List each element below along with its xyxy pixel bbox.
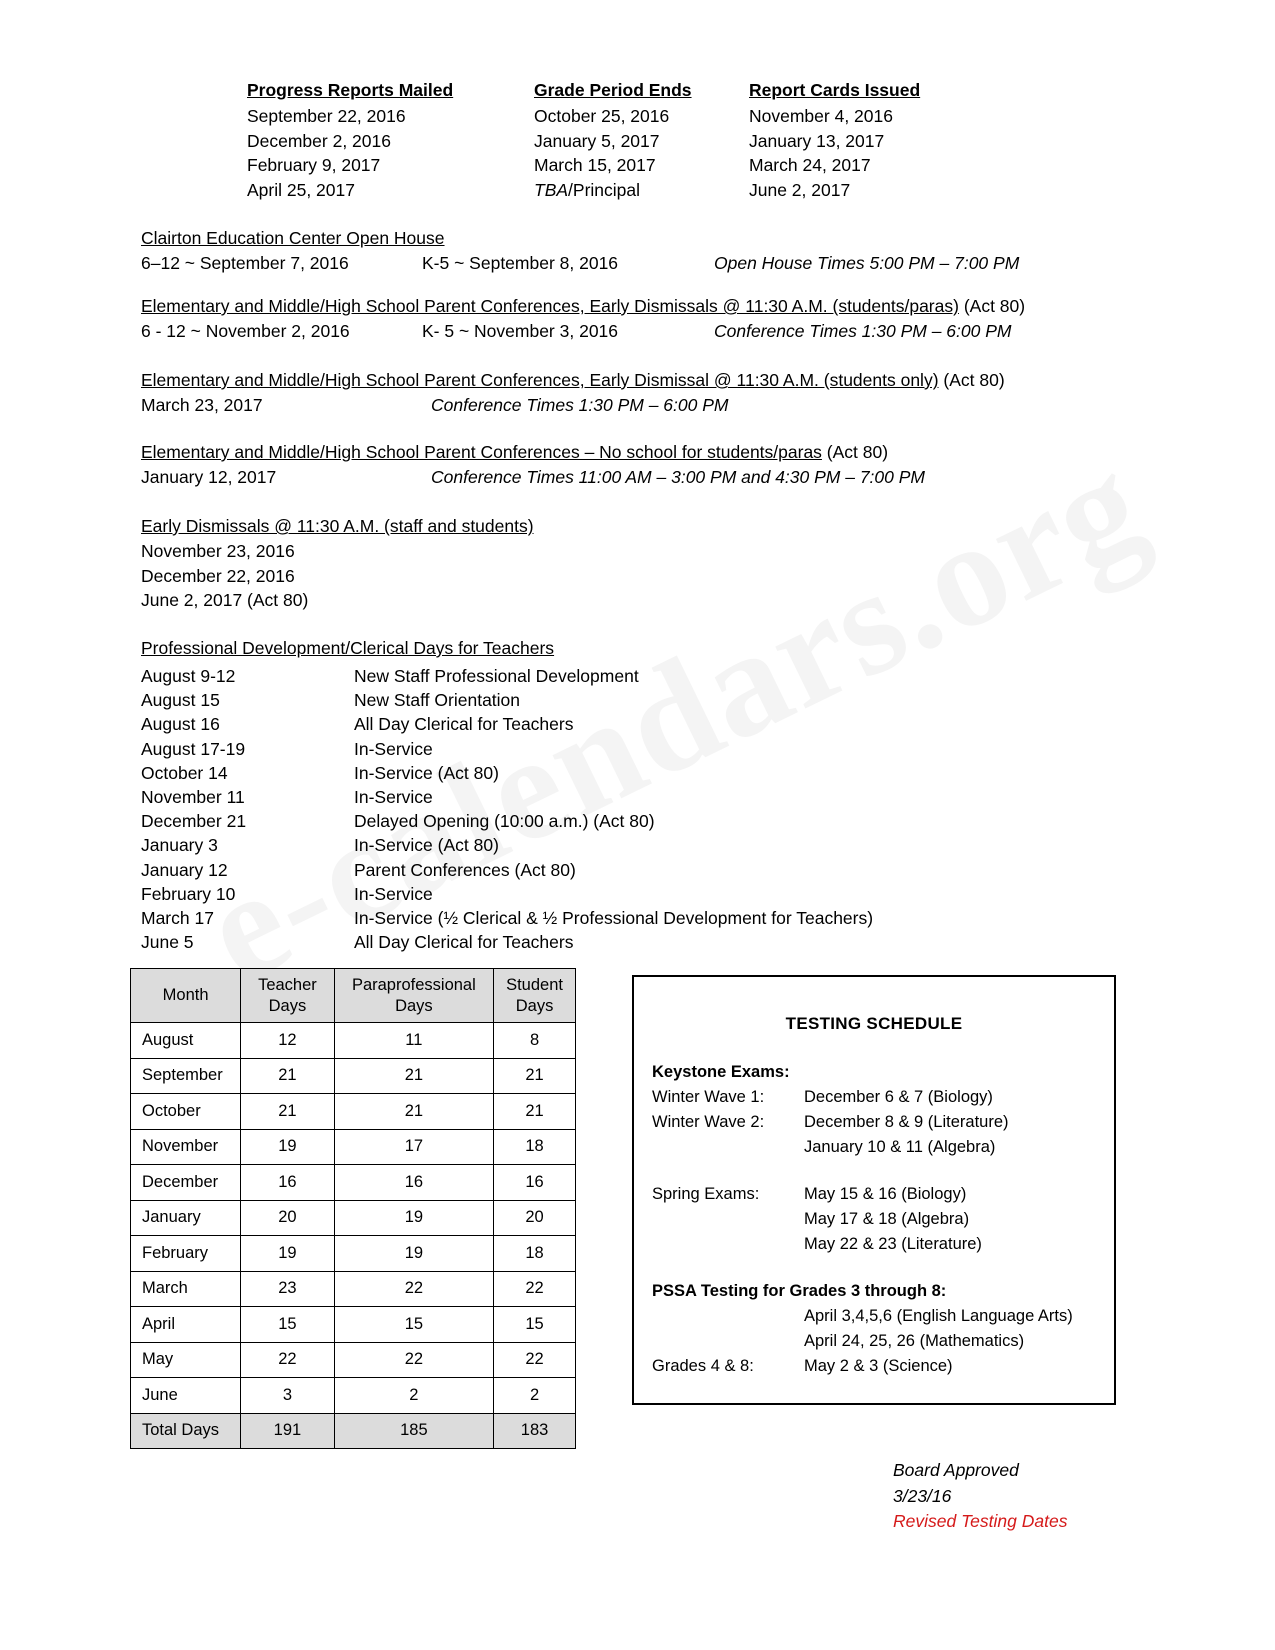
cell-month: May bbox=[131, 1342, 241, 1378]
pd-description: New Staff Professional Development bbox=[354, 666, 639, 686]
grade-period-ends-date: March 15, 2017 bbox=[534, 155, 656, 175]
cell-teacher-days: 19 bbox=[241, 1236, 334, 1272]
pd-list-item bbox=[141, 809, 1141, 833]
professional-development-heading bbox=[141, 636, 1141, 661]
header-paraprofessional-days bbox=[334, 969, 493, 1023]
board-approval-block bbox=[893, 1458, 1067, 1535]
cell-para-days: 2 bbox=[334, 1378, 493, 1414]
parent-conferences-mar-heading-underlined: Elementary and Middle/High School Parent Conferences, Early Dismissal @ 11:30 A.M. (students only) bbox=[141, 370, 939, 390]
cell-student-days: 22 bbox=[494, 1271, 576, 1307]
pd-date: June 5 bbox=[141, 932, 194, 953]
keystone-wave-dates: January 10 & 11 (Algebra) bbox=[804, 1138, 996, 1156]
table-row bbox=[131, 1200, 576, 1236]
pd-list-item bbox=[141, 688, 1141, 712]
keystone-exam-row bbox=[652, 1110, 1114, 1135]
testing-schedule-box bbox=[632, 975, 1116, 1405]
pd-description: Parent Conferences (Act 80) bbox=[354, 859, 576, 880]
cell-month: September bbox=[131, 1058, 241, 1094]
header-para-line1: Paraprofessional bbox=[351, 975, 476, 994]
tba-italic: TBA bbox=[534, 179, 569, 200]
table-row bbox=[131, 1271, 576, 1307]
spring-exam-row bbox=[652, 1182, 1114, 1207]
progress-reports-date: December 2, 2016 bbox=[247, 130, 391, 151]
parent-conferences-mar-row bbox=[141, 393, 1141, 418]
pd-list-item bbox=[141, 882, 1141, 906]
grade-period-ends-date: January 5, 2017 bbox=[534, 130, 660, 151]
report-cards-issued-date: November 4, 2016 bbox=[749, 106, 893, 126]
keystone-exam-row bbox=[652, 1135, 1114, 1160]
header-teacher-line2: Days bbox=[268, 996, 307, 1015]
early-dismissals-section bbox=[141, 514, 1141, 613]
cell-month: January bbox=[131, 1200, 241, 1236]
pssa-testing-row bbox=[652, 1304, 1114, 1329]
open-house-grades-k-5: K-5 ~ September 8, 2016 bbox=[422, 253, 619, 273]
parent-conferences-nov-grades-6-12: 6 - 12 ~ November 2, 2016 bbox=[141, 321, 350, 341]
pd-description: Delayed Opening (10:00 a.m.) (Act 80) bbox=[354, 811, 655, 832]
cell-teacher-days: 21 bbox=[241, 1058, 334, 1094]
table-row bbox=[131, 1023, 576, 1059]
report-cards-issued-heading: Report Cards Issued bbox=[749, 80, 921, 100]
pssa-testing-row bbox=[652, 1354, 1114, 1379]
cell-para-days: 19 bbox=[334, 1236, 493, 1272]
keystone-exam-row bbox=[652, 1085, 1114, 1110]
cell-student-days: 18 bbox=[494, 1236, 576, 1272]
table-row bbox=[131, 1307, 576, 1343]
pd-description: In-Service bbox=[354, 883, 433, 904]
grade-period-ends-column bbox=[534, 80, 749, 202]
parent-conferences-nov-heading bbox=[141, 294, 1141, 319]
progress-reports-date: February 9, 2017 bbox=[247, 155, 381, 175]
table-total-row bbox=[131, 1413, 576, 1449]
cell-para-days: 21 bbox=[334, 1058, 493, 1094]
early-dismissal-date: November 23, 2016 bbox=[141, 541, 295, 561]
cell-month: June bbox=[131, 1378, 241, 1414]
pd-description: All Day Clerical for Teachers bbox=[354, 932, 574, 953]
section-spacer bbox=[652, 1160, 1114, 1182]
table-row bbox=[131, 1165, 576, 1201]
header-para-line2: Days bbox=[395, 996, 433, 1015]
open-house-heading bbox=[141, 226, 1141, 251]
spring-exam-row bbox=[652, 1232, 1114, 1257]
pd-date: August 17-19 bbox=[141, 738, 246, 759]
cell-para-days: 17 bbox=[334, 1129, 493, 1165]
board-approved-date: 3/23/16 bbox=[893, 1485, 952, 1506]
pd-list-item bbox=[141, 761, 1141, 785]
pd-description: In-Service bbox=[354, 738, 433, 759]
pd-date: January 12 bbox=[141, 859, 228, 880]
report-cards-issued-column bbox=[749, 80, 1049, 202]
pd-date: February 10 bbox=[141, 883, 236, 904]
pd-date: October 14 bbox=[141, 762, 228, 783]
testing-schedule-body bbox=[634, 1060, 1114, 1379]
table-row bbox=[131, 1058, 576, 1094]
cell-total-label: Total Days bbox=[131, 1413, 241, 1449]
professional-development-heading-text: Professional Development/Clerical Days for Teachers bbox=[141, 638, 555, 658]
table-header-row bbox=[131, 969, 576, 1023]
parent-conferences-jan-heading-underlined: Elementary and Middle/High School Parent Conferences – No school for students/paras bbox=[141, 442, 822, 462]
pd-description: In-Service (Act 80) bbox=[354, 762, 499, 783]
cell-student-days: 16 bbox=[494, 1165, 576, 1201]
keystone-wave-dates: December 6 & 7 (Biology) bbox=[804, 1088, 993, 1106]
pd-list-item bbox=[141, 664, 1141, 688]
pssa-dates: April 24, 25, 26 (Mathematics) bbox=[804, 1332, 1025, 1350]
parent-conferences-jan-date: January 12, 2017 bbox=[141, 467, 277, 487]
cell-student-days: 15 bbox=[494, 1307, 576, 1343]
cell-para-days: 15 bbox=[334, 1307, 493, 1343]
parent-conferences-jan-heading-tail: (Act 80) bbox=[821, 442, 889, 462]
pd-description: In-Service (½ Clerical & ½ Professional Development for Teachers) bbox=[354, 907, 874, 928]
report-cards-issued-date: January 13, 2017 bbox=[749, 130, 885, 151]
cell-para-days: 16 bbox=[334, 1165, 493, 1201]
keystone-wave-label: Winter Wave 1: bbox=[652, 1088, 765, 1106]
cell-teacher-days: 12 bbox=[241, 1023, 334, 1059]
report-cards-issued-date: March 24, 2017 bbox=[749, 155, 871, 175]
parent-conferences-jan-heading bbox=[141, 440, 1141, 465]
parent-conferences-mar-section bbox=[141, 368, 1141, 418]
pssa-testing-heading: PSSA Testing for Grades 3 through 8: bbox=[652, 1282, 947, 1300]
cell-total-teacher-days: 191 bbox=[241, 1413, 334, 1449]
cell-month: November bbox=[131, 1129, 241, 1165]
open-house-heading-text: Clairton Education Center Open House bbox=[141, 228, 445, 248]
pd-description: All Day Clerical for Teachers bbox=[354, 714, 574, 735]
pd-date: November 11 bbox=[141, 786, 245, 807]
cell-month: August bbox=[131, 1023, 241, 1059]
parent-conferences-nov-grades-k-5: K- 5 ~ November 3, 2016 bbox=[422, 321, 619, 341]
open-house-row bbox=[141, 251, 1141, 276]
cell-total-para-days: 185 bbox=[334, 1413, 493, 1449]
grade-period-ends-date-tba: TBA/Principal bbox=[534, 179, 641, 200]
parent-conferences-mar-heading bbox=[141, 368, 1141, 393]
spring-exam-dates: May 22 & 23 (Literature) bbox=[804, 1235, 982, 1253]
spring-exams-label: Spring Exams: bbox=[652, 1185, 760, 1203]
cell-student-days: 18 bbox=[494, 1129, 576, 1165]
grade-period-ends-date: October 25, 2016 bbox=[534, 106, 670, 126]
parent-conferences-nov-section bbox=[141, 294, 1141, 344]
pd-date: August 15 bbox=[141, 690, 220, 711]
section-spacer bbox=[652, 1257, 1114, 1279]
cell-student-days: 20 bbox=[494, 1200, 576, 1236]
grading-periods-block bbox=[247, 80, 1067, 202]
parent-conferences-nov-row bbox=[141, 319, 1141, 344]
cell-month: March bbox=[131, 1271, 241, 1307]
open-house-times: Open House Times 5:00 PM – 7:00 PM bbox=[714, 253, 1020, 273]
pssa-grades-4-8-dates: May 2 & 3 (Science) bbox=[804, 1357, 953, 1375]
pssa-grades-4-8-label: Grades 4 & 8: bbox=[652, 1357, 754, 1375]
days-table-header bbox=[131, 969, 576, 1023]
grade-period-ends-heading: Grade Period Ends bbox=[534, 80, 692, 100]
pd-date: January 3 bbox=[141, 835, 218, 856]
pd-list-item bbox=[141, 737, 1141, 761]
keystone-wave-label: Winter Wave 2: bbox=[652, 1113, 765, 1131]
pd-list-item bbox=[141, 906, 1141, 930]
days-summary-table bbox=[130, 968, 576, 1449]
open-house-grades-6-12: 6–12 ~ September 7, 2016 bbox=[141, 253, 349, 273]
cell-teacher-days: 22 bbox=[241, 1342, 334, 1378]
spring-exam-dates: May 17 & 18 (Algebra) bbox=[804, 1210, 970, 1228]
pd-list-item bbox=[141, 785, 1141, 809]
report-cards-issued-date: June 2, 2017 bbox=[749, 179, 851, 200]
table-row bbox=[131, 1342, 576, 1378]
pd-date: March 17 bbox=[141, 907, 214, 928]
cell-student-days: 21 bbox=[494, 1058, 576, 1094]
cell-para-days: 11 bbox=[334, 1023, 493, 1059]
pd-list-item bbox=[141, 930, 1141, 954]
keystone-wave-dates: December 8 & 9 (Literature) bbox=[804, 1113, 1009, 1131]
parent-conferences-nov-heading-underlined: Elementary and Middle/High School Parent Conferences, Early Dismissals @ 11:30 A.M. (students/paras) bbox=[141, 296, 959, 316]
cell-teacher-days: 20 bbox=[241, 1200, 334, 1236]
table-row bbox=[131, 1378, 576, 1414]
cell-teacher-days: 3 bbox=[241, 1378, 334, 1414]
pd-date: August 9-12 bbox=[141, 666, 236, 686]
cell-teacher-days: 16 bbox=[241, 1165, 334, 1201]
cell-student-days: 8 bbox=[494, 1023, 576, 1059]
revised-testing-dates-note: Revised Testing Dates bbox=[893, 1511, 1068, 1531]
pssa-testing-row bbox=[652, 1329, 1114, 1354]
early-dismissals-heading bbox=[141, 514, 1141, 539]
cell-teacher-days: 15 bbox=[241, 1307, 334, 1343]
progress-reports-date: April 25, 2017 bbox=[247, 179, 355, 200]
cell-month: December bbox=[131, 1165, 241, 1201]
parent-conferences-mar-times: Conference Times 1:30 PM – 6:00 PM bbox=[431, 395, 729, 415]
pssa-dates: April 3,4,5,6 (English Language Arts) bbox=[804, 1307, 1073, 1325]
cell-teacher-days: 19 bbox=[241, 1129, 334, 1165]
header-student-line2: Days bbox=[515, 996, 554, 1015]
parent-conferences-nov-times: Conference Times 1:30 PM – 6:00 PM bbox=[714, 321, 1012, 341]
pd-description: In-Service bbox=[354, 786, 433, 807]
cell-teacher-days: 21 bbox=[241, 1094, 334, 1130]
cell-month: February bbox=[131, 1236, 241, 1272]
parent-conferences-nov-heading-tail: (Act 80) bbox=[958, 296, 1026, 316]
parent-conferences-jan-times: Conference Times 11:00 AM – 3:00 PM and 4:30 PM – 7:00 PM bbox=[431, 467, 925, 487]
cell-total-student-days: 183 bbox=[494, 1413, 576, 1449]
parent-conferences-mar-heading-tail: (Act 80) bbox=[938, 370, 1005, 390]
header-student-line1: Student bbox=[506, 975, 563, 994]
progress-reports-heading: Progress Reports Mailed bbox=[247, 80, 454, 100]
testing-schedule-title: TESTING SCHEDULE bbox=[785, 1014, 963, 1033]
parent-conferences-mar-date: March 23, 2017 bbox=[141, 395, 263, 415]
cell-para-days: 22 bbox=[334, 1342, 493, 1378]
cell-month: October bbox=[131, 1094, 241, 1130]
keystone-exams-heading: Keystone Exams: bbox=[652, 1063, 790, 1081]
table-row bbox=[131, 1094, 576, 1130]
header-month: Month bbox=[131, 969, 241, 1023]
progress-reports-date: September 22, 2016 bbox=[247, 106, 406, 126]
pd-description: New Staff Orientation bbox=[354, 690, 521, 711]
cell-para-days: 22 bbox=[334, 1271, 493, 1307]
cell-student-days: 21 bbox=[494, 1094, 576, 1130]
open-house-section bbox=[141, 226, 1141, 276]
cell-month: April bbox=[131, 1307, 241, 1343]
parent-conferences-jan-row bbox=[141, 465, 1141, 490]
table-row bbox=[131, 1236, 576, 1272]
pd-list-item bbox=[141, 712, 1141, 736]
spring-exam-row bbox=[652, 1207, 1114, 1232]
cell-student-days: 2 bbox=[494, 1378, 576, 1414]
cell-para-days: 21 bbox=[334, 1094, 493, 1130]
spring-exam-dates: May 15 & 16 (Biology) bbox=[804, 1185, 967, 1203]
cell-student-days: 22 bbox=[494, 1342, 576, 1378]
parent-conferences-jan-section bbox=[141, 440, 1141, 490]
early-dismissals-heading-text: Early Dismissals @ 11:30 A.M. (staff and students) bbox=[141, 516, 534, 536]
pd-date: December 21 bbox=[141, 811, 247, 832]
professional-development-section bbox=[141, 636, 1141, 954]
progress-reports-column bbox=[247, 80, 534, 202]
header-teacher-line1: Teacher bbox=[258, 975, 317, 994]
cell-teacher-days: 23 bbox=[241, 1271, 334, 1307]
early-dismissal-date: December 22, 2016 bbox=[141, 565, 295, 586]
table-row bbox=[131, 1129, 576, 1165]
early-dismissal-date: June 2, 2017 (Act 80) bbox=[141, 590, 309, 610]
pd-list-item bbox=[141, 858, 1141, 882]
pd-description: In-Service (Act 80) bbox=[354, 835, 499, 856]
pd-list-item bbox=[141, 833, 1141, 857]
board-approved-label: Board Approved bbox=[893, 1460, 1019, 1480]
cell-para-days: 19 bbox=[334, 1200, 493, 1236]
header-teacher-days bbox=[241, 969, 334, 1023]
header-student-days bbox=[494, 969, 576, 1023]
pd-date: August 16 bbox=[141, 714, 220, 735]
days-table-body bbox=[131, 1023, 576, 1449]
